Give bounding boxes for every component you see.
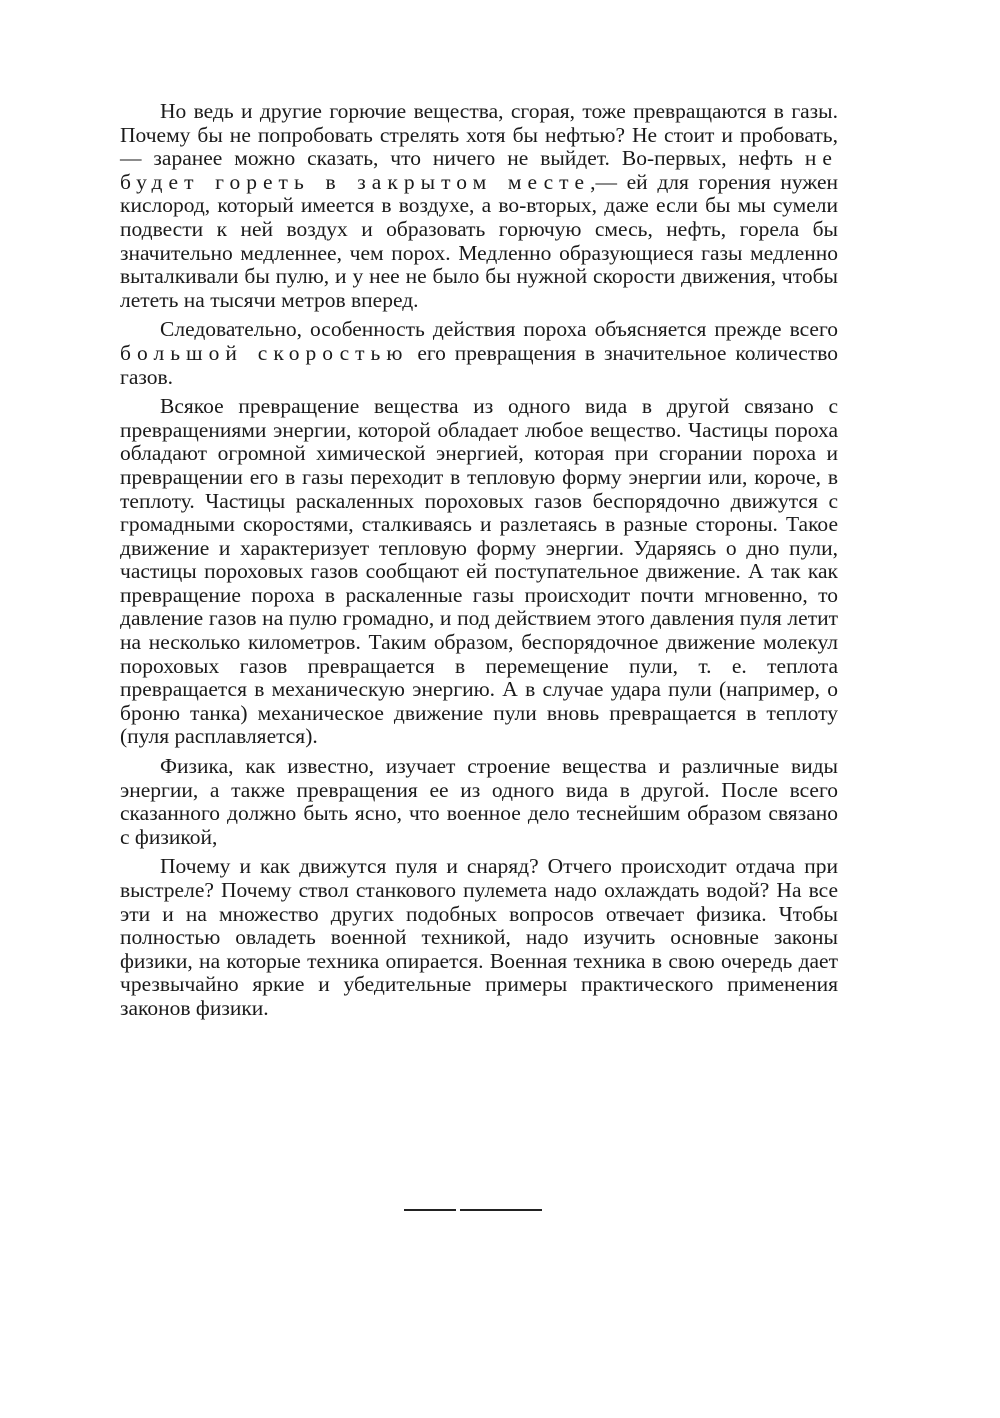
paragraph-4 [120,755,838,849]
body-text [120,100,838,1027]
paragraph-2-text-1: Следовательно, особенность действия пороха объясняется прежде всего [160,317,838,342]
paragraph-1-spaced-emphasis: не будет гореть в закрытом месте [120,146,838,194]
paragraph-5 [120,855,838,1020]
paragraph-3-text: Всякое превращение вещества из одного вида в другой связано с превращениями энергии, которой обладает любое вещество. Частицы пороха обладают огромной химической энергией, которая при сгорании пороха и превращении его в газы переходит в тепловую форму энергии или, короче, в теплоту. Частицы раскаленных пороховых газов беспорядочно движутся с громадными скоростями, сталкиваясь и разлетаясь в разные стороны. Такое движение и характеризует тепловую форму энергии. Ударяясь о дно пули, частицы пороховых газов сообщают ей поступательное движение. А так как превращение пороха в раскаленные газы происходит почти мгновенно, то давление газов на пулю громадно, и под действием этого давления пуля летит на несколько километров. Таким образом, беспорядочное движение молекул пороховых газов превращается в перемещение пули, т. е. теплота превращается в механическую энергию. А в случае удара пули (например, о броню танка) механическое движение пули вновь превращается в теплоту (пуля расплавляется). [120,394,838,749]
paragraph-1-text-1: Но ведь и другие горючие вещества, сгорая, тоже превращаются в газы. Почему бы не попробовать стрелять хотя бы нефтью? Не стоит и пробовать,— заранее можно сказать, что ничего не выйдет. Во-первых, нефть [120,99,838,171]
paragraph-3 [120,395,838,749]
paragraph-2-spaced-emphasis: большой скоростью [120,340,409,365]
end-divider-left [404,1209,456,1211]
end-divider-right [460,1209,542,1211]
paragraph-1-text-2: ,— ей для горения нужен кислород, который имеется в воздухе, а во-вторых, даже если бы мы сумели подвести к ней воздух и образовать горючую смесь, нефть, горела бы значительно медленнее, чем порох. Медленно образующиеся газы медленно выталкивали бы пулю, и у нее не было бы нужной скорости движения, чтобы лететь на тысячи метров вперед. [120,169,838,312]
paragraph-1 [120,100,838,312]
paragraph-4-text: Физика, как известно, изучает строение вещества и различные виды энергии, а также превращения ее из одного вида в другой. После всего сказанного должно быть ясно, что военное дело теснейшим образом связано с физикой, [120,754,838,849]
paragraph-2 [120,318,838,389]
paragraph-2-text-2: его превращения в значительное количество газов. [120,340,838,389]
paragraph-5-text: Почему и как движутся пуля и снаряд? Отчего происходит отдача при выстреле? Почему ствол станкового пулемета надо охлаждать водой? На все эти и на множество других подобных вопросов отвечает физика. Чтобы полностью овладеть военной техникой, надо изучить основные законы физики, на которые техника опирается. Военная техника в свою очередь дает чрезвычайно яркие и убедительные примеры практического применения законов физики. [120,854,838,1020]
